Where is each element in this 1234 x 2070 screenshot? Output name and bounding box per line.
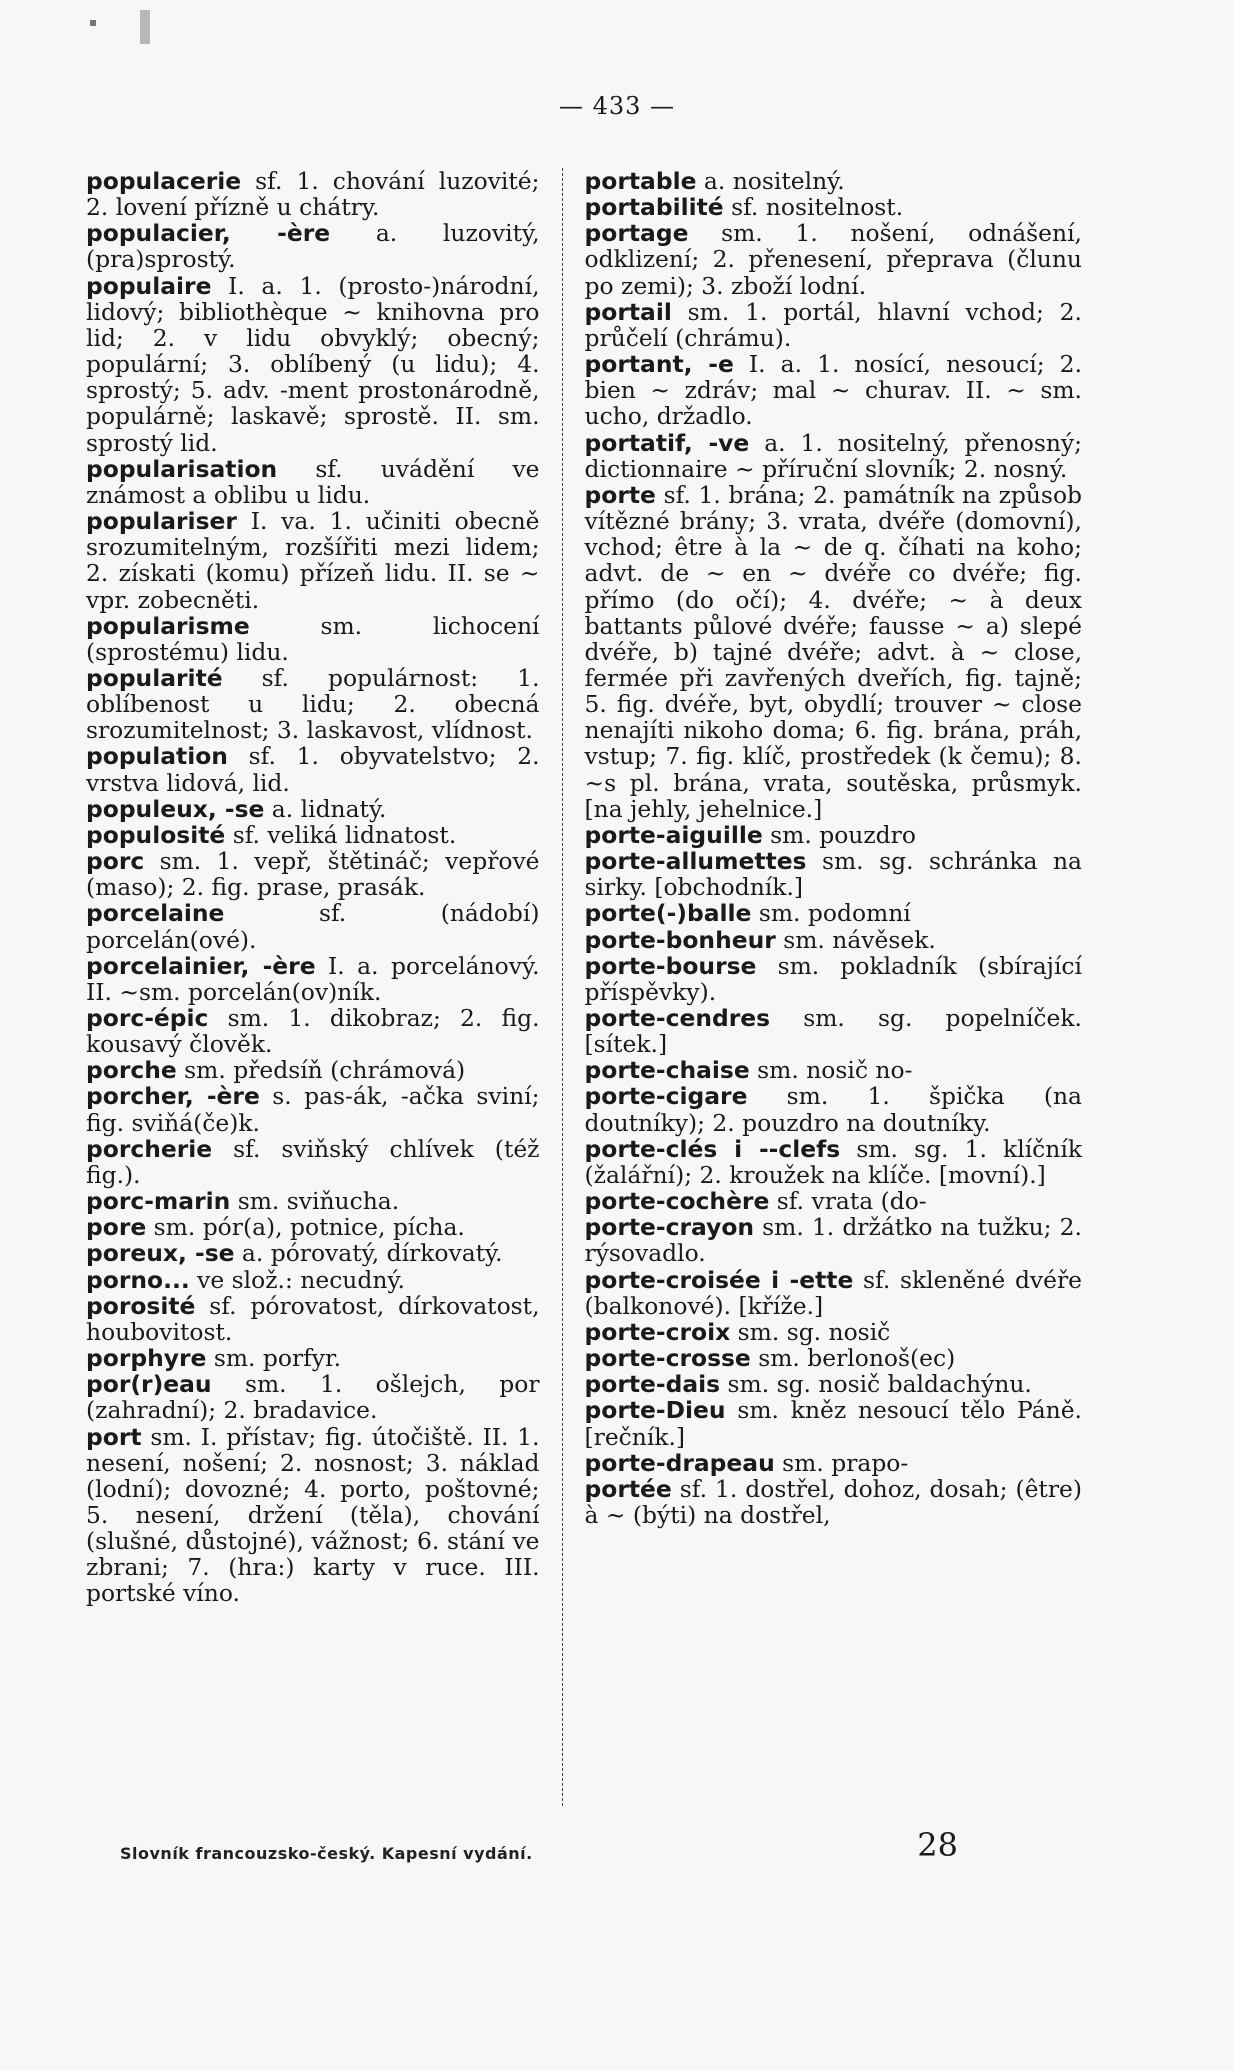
dictionary-entry (585, 1345, 1082, 1371)
dictionary-entry (86, 796, 540, 822)
dictionary-entry (86, 1293, 540, 1345)
entry-definition: sf. populárnost: 1. oblíbenost u lidu; 2. obecná srozumitelnost; 3. laskavost, vlídnost. (86, 663, 540, 745)
entry-definition: sm. sg. schránka na sirky. [obchodník.] (584, 847, 1082, 902)
dictionary-entry (585, 1214, 1082, 1266)
entry-headword: porte-crayon (584, 1213, 755, 1242)
entry-definition: a. pórovatý, dírkovatý. (234, 1239, 503, 1268)
left-column (86, 168, 562, 1806)
entry-definition: sm. 1. dikobraz; 2. fig. kousavý člověk. (86, 1004, 540, 1059)
entry-definition: sm. I. přístav; fig. útočiště. II. 1. nesení, nošení; 2. nosnost; 3. náklad (lodní); dovozné; 4. porto, poštovné; 5. nesení, držení (těla), chování (slušné, důstojné), vážnost; 6. stání ve zbrani; 7. (hra:) karty v ruce. III. portské víno. (86, 1422, 540, 1608)
dictionary-entry (86, 1424, 540, 1607)
dictionary-entry (585, 1267, 1082, 1319)
entry-headword: por(r)eau (86, 1370, 212, 1399)
dictionary-entry (86, 1083, 540, 1135)
dictionary-entry (585, 927, 1082, 953)
dictionary-entry (86, 953, 540, 1005)
entry-headword: porcelaine (86, 899, 225, 928)
entry-headword: pore (86, 1213, 147, 1242)
dictionary-columns (86, 168, 1082, 1806)
entry-headword: porte-clés i --clefs (584, 1134, 841, 1163)
dictionary-entry (86, 508, 540, 613)
entry-headword: populaire (86, 271, 212, 300)
entry-definition: sm. sg. nosič baldachýnu. (720, 1370, 1032, 1399)
dictionary-entry (86, 1345, 540, 1371)
entry-definition: sm. 1. nošení, odnášení, odklizení; 2. přenesení, přeprava (člunu po zemi); 3. zboží lodní. (584, 219, 1082, 300)
dictionary-entry (86, 168, 540, 220)
dictionary-entry (585, 482, 1082, 822)
entry-definition: sm. pouzdro (762, 820, 916, 849)
entry-headword: populacerie (86, 168, 242, 195)
entry-headword: porte-bonheur (584, 925, 776, 954)
entry-definition: a. luzovitý, (pra)sprostý. (86, 219, 540, 274)
entry-definition: sm. porfyr. (206, 1344, 342, 1373)
dictionary-entry (86, 1005, 540, 1057)
dictionary-entry (86, 1188, 540, 1214)
dictionary-entry (585, 299, 1082, 351)
entry-headword: porte-dais (584, 1370, 721, 1399)
entry-definition: I. a. 1. (prosto-)národní, lidový; bibliothèque ~ knihovna pro lid; 2. v lidu obvyklý; obecný; populární; 3. oblíbený (u lidu); 4. sprostý; 5. adv. -ment prostonárodně, populárně; laskavě; sprostě. II. sm. sprostý lid. (86, 271, 540, 457)
entry-headword: porte-cigare (584, 1082, 748, 1111)
dictionary-entry (585, 1476, 1082, 1528)
dictionary-entry (585, 900, 1082, 926)
entry-headword: porte-cochère (584, 1187, 770, 1216)
entry-definition: sm. sg. 1. klíčník (žalářní); 2. kroužek na klíče. [movní).] (584, 1134, 1082, 1189)
entry-definition: sf. skleněné dvéře (balkonové). [kříže.] (584, 1265, 1082, 1320)
dictionary-entry (585, 351, 1082, 429)
entry-definition: sm. podomní (751, 899, 911, 928)
entry-definition: sm. 1. portál, hlavní vchod; 2. průčelí (chrámu). (584, 297, 1082, 352)
entry-definition: sf. 1. dostřel, dohoz, dosah; (être) à ~ (býti) na dostřel, (584, 1474, 1082, 1529)
entry-definition: sf. uvádění ve známost a oblibu u lidu. (86, 454, 540, 509)
entry-definition: sm. sviňucha. (230, 1187, 400, 1216)
dictionary-entry (585, 1083, 1082, 1135)
entry-headword: porte-Dieu (584, 1396, 726, 1425)
dictionary-entry (86, 1136, 540, 1188)
entry-definition: sm. nosič no- (749, 1056, 913, 1085)
entry-headword: popularité (86, 663, 223, 692)
entry-headword: poreux, -se (86, 1239, 235, 1268)
entry-headword: porte-allumettes (584, 847, 807, 876)
dictionary-entry (585, 1136, 1082, 1188)
dictionary-entry (585, 220, 1082, 298)
dictionary-entry (585, 848, 1082, 900)
entry-definition: sm. pór(a), potnice, pícha. (146, 1213, 465, 1242)
entry-definition: a. lidnatý. (264, 794, 387, 823)
dictionary-entry (86, 900, 540, 952)
dictionary-entry (585, 168, 1082, 194)
entry-definition: sm. prapo- (774, 1448, 909, 1477)
entry-definition: sf. 1. obyvatelstvo; 2. vrstva lidová, lid. (86, 742, 540, 797)
dictionary-entry (86, 1371, 540, 1423)
entry-definition: sm. 1. špička (na doutníky); 2. pouzdro na doutníky. (584, 1082, 1082, 1137)
entry-definition: sm. 1. ošlejch, por (zahradní); 2. bradavice. (86, 1370, 540, 1425)
entry-headword: porphyre (86, 1344, 207, 1373)
page-number: — 433 — (558, 92, 676, 120)
entry-definition: sm. sg. nosič (730, 1317, 891, 1346)
dictionary-entry (86, 1214, 540, 1240)
entry-definition: sm. lichocení (sprostému) lidu. (86, 611, 540, 666)
entry-headword: porte-cendres (584, 1004, 771, 1032)
entry-headword: porte-aiguille (584, 820, 763, 849)
entry-headword: portage (584, 219, 689, 248)
entry-definition: a. nositelný. (696, 168, 845, 195)
dictionary-entry (86, 1240, 540, 1266)
scan-margin-mark (140, 10, 150, 44)
entry-headword: populeux, -se (86, 794, 265, 823)
dictionary-entry (86, 1057, 540, 1083)
dictionary-entry (585, 1005, 1082, 1057)
entry-headword: porte-croisée i -ette (584, 1265, 854, 1294)
entry-headword: porcher, -ère (86, 1082, 260, 1111)
entry-headword: portée (584, 1474, 672, 1503)
dictionary-entry (585, 1450, 1082, 1476)
entry-headword: portail (584, 297, 672, 326)
entry-definition: sf. veliká lidnatost. (225, 820, 457, 849)
entry-headword: port (86, 1422, 142, 1451)
entry-headword: popularisme (86, 611, 250, 640)
dictionary-entry (585, 1188, 1082, 1214)
entry-headword: porte (584, 480, 656, 509)
entry-headword: porc-épic (86, 1004, 209, 1032)
entry-definition: I. a. 1. nosící, nesoucí; 2. bien ~ zdráv; mal ~ churav. II. ~ sm. ucho, držadlo. (584, 350, 1082, 431)
entry-definition: sf. nositelnost. (723, 193, 904, 222)
entry-headword: portatif, -ve (584, 428, 750, 457)
entry-definition: I. a. porcelánový. II. ~sm. porcelán(ov)ník. (86, 951, 540, 1006)
dictionary-entry (86, 665, 540, 743)
scan-dot-mark (90, 20, 96, 26)
dictionary-entry (585, 1397, 1082, 1449)
entry-headword: porche (86, 1056, 177, 1085)
entry-definition: sf. sviňský chlívek (též fig.). (86, 1134, 540, 1189)
entry-definition: sm. kněz nesoucí tělo Páně. [rečník.] (584, 1396, 1082, 1451)
entry-headword: popularisation (86, 454, 278, 483)
entry-definition: sm. 1. vepř, štětináč; vepřové (maso); 2. fig. prase, prasák. (86, 847, 540, 902)
entry-headword: porte-croix (584, 1317, 731, 1346)
dictionary-entry (86, 273, 540, 456)
printer-signature: 28 (917, 1826, 958, 1864)
entry-headword: populacier, -ère (86, 219, 331, 248)
right-column (562, 168, 1082, 1806)
entry-headword: porte-drapeau (584, 1448, 775, 1477)
dictionary-entry (86, 613, 540, 665)
dictionary-entry (585, 1057, 1082, 1083)
entry-headword: porc (86, 847, 145, 876)
dictionary-entry (585, 822, 1082, 848)
entry-headword: portabilité (584, 193, 724, 222)
entry-definition: s. pas-ák, -ačka sviní; fig. sviňá(če)k. (86, 1082, 540, 1137)
entry-headword: porosité (86, 1291, 196, 1320)
entry-headword: porcherie (86, 1134, 213, 1163)
entry-headword: porno... (86, 1265, 190, 1294)
entry-definition: sf. (nádobí) porcelán(ové). (86, 899, 540, 954)
entry-definition: sm. 1. držátko na tužku; 2. rýsovadlo. (584, 1213, 1082, 1268)
dictionary-entry (585, 1371, 1082, 1397)
dictionary-entry (86, 822, 540, 848)
entry-definition: sm. sg. popelníček. [sítek.] (584, 1004, 1082, 1059)
entry-definition: ve slož.: necudný. (189, 1265, 405, 1294)
entry-headword: porte-chaise (584, 1056, 750, 1085)
dictionary-entry (585, 430, 1082, 482)
entry-headword: population (86, 742, 228, 771)
entry-definition: a. 1. nositelný, přenosný; dictionnaire ~ příruční slovník; 2. nosný. (584, 428, 1082, 483)
footer-imprint: Slovník francouzsko-český. Kapesní vydání. (120, 1844, 533, 1863)
entry-headword: porte(-)balle (584, 899, 752, 928)
entry-definition: sf. 1. chování luzovité; 2. lovení přízně u chátry. (86, 168, 540, 222)
dictionary-entry (585, 194, 1082, 220)
entry-definition: sm. berlonoš(ec) (750, 1344, 956, 1373)
entry-definition: sf. vrata (do- (769, 1187, 927, 1216)
entry-headword: portant, -e (584, 350, 734, 379)
entry-headword: populariser (86, 507, 237, 536)
dictionary-entry (86, 743, 540, 795)
dictionary-entry (86, 848, 540, 900)
entry-headword: portable (584, 168, 697, 195)
entry-headword: porte-bourse (584, 951, 757, 980)
entry-definition: sm. předsíň (chrámová) (176, 1056, 466, 1085)
entry-definition: sm. návěsek. (775, 925, 936, 954)
dictionary-entry (86, 1267, 540, 1293)
entry-definition: sf. 1. brána; 2. památník na způsob vítězné brány; 3. vrata, dvéře (domovní), vchod; être à la ~ de q. číhati na koho; advt. de ~ en ~ dvéře co dvéře; fig. přímo (do očí); 4. dvéře; ~ à deux battants půlové dvéře; fausse ~ a) slepé dvéře, b) tajné dvéře; advt. à ~ close, fermée při zavřených dveřích, fig. tajně; 5. fig. dvéře, byt, obydlí; trouver ~ close nenajíti nikoho doma; 6. fig. brána, práh, vstup; 7. fig. klíč, prostředek (k čemu); 8. ~s pl. brána, vrata, soutěska, průsmyk. [na jehly, jehelnice.] (584, 480, 1082, 823)
dictionary-entry (585, 953, 1082, 1005)
entry-headword: porte-crosse (584, 1344, 751, 1373)
entry-headword: populosité (86, 820, 226, 849)
entry-definition: sm. pokladník (sbírající příspěvky). (584, 951, 1082, 1006)
dictionary-entry (86, 220, 540, 272)
entry-headword: porcelainier, -ère (86, 951, 316, 980)
entry-headword: porc-marin (86, 1187, 231, 1216)
entry-definition: I. va. 1. učiniti obecně srozumitelným, rozšířiti mezi lidem; 2. získati (komu) přízeň lidu. II. se ~ vpr. zobecněti. (86, 507, 540, 614)
entry-definition: sf. pórovatost, dírkovatost, houbovitost. (86, 1291, 540, 1346)
dictionary-entry (585, 1319, 1082, 1345)
dictionary-entry (86, 456, 540, 508)
